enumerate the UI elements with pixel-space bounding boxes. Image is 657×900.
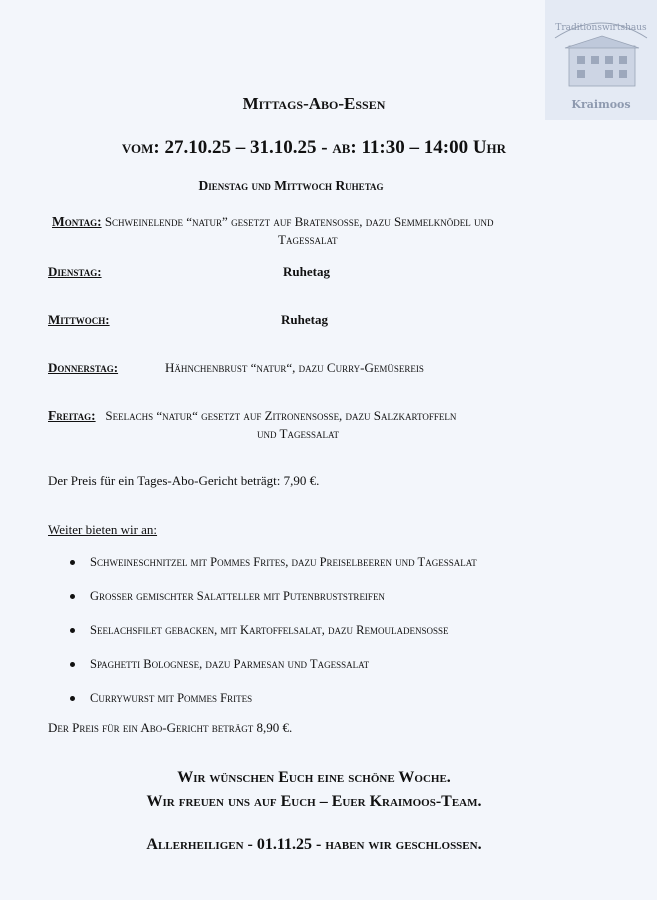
list-item: Currywurst mit Pommes Frites [68,691,477,725]
date-range: vom: 27.10.25 – 31.10.25 - ab: 11:30 – 14:00 Uhr [121,137,507,158]
bullet-icon [70,628,75,633]
monday-row [52,214,493,230]
logo-text-top: Traditionswirtshaus [555,23,647,33]
page-title: Mittags-Abo-Essen [242,94,386,113]
monday-meal-line1: Schweinelende “natur” gesetzt auf Bratensoße, dazu Semmelknödel und [104,214,494,229]
rest-days-note: Dienstag und Mittwoch Ruhetag [198,178,384,193]
tuesday-label: Dienstag: [48,264,102,279]
thursday-meal: Hähnchenbrust “natur“, dazu Curry-Gemüsereis [165,360,424,375]
monday-meal-line2: Tagessalat [278,232,338,247]
wednesday-label: Mittwoch: [48,312,110,327]
friday-label: Freitag: [48,408,96,423]
further-offers-heading: Weiter bieten wir an: [48,522,158,537]
list-item: Schweineschnitzel mit Pommes Frites, dazu Preiselbeeren und Tagessalat [68,555,477,589]
closing-line-2: Wir freuen uns auf Euch – Euer Kraimoos-Team. [146,793,482,810]
wednesday-meal: Ruhetag [281,312,328,327]
closing-line-1: Wir wünschen Euch eine schöne Woche. [177,769,451,786]
holiday-notice: Allerheiligen - 01.11.25 - haben wir geschlossen. [146,836,482,853]
bullet-icon [70,696,75,701]
further-offers-list [68,555,477,725]
bullet-icon [70,560,75,565]
list-item: Seelachsfilet gebacken, mit Kartoffelsalat, dazu Remouladensoße [68,623,477,657]
thursday-label: Donnerstag: [48,360,119,375]
tuesday-meal: Ruhetag [283,264,330,279]
friday-row [48,408,456,424]
bullet-icon [70,594,75,599]
friday-meal-line1: Seelachs “natur“ gesetzt auf Zitronensoße, dazu Salzkartoffeln [105,408,457,423]
logo-text-bottom: Kraimoos [571,98,631,111]
monday-label: Montag: [52,214,102,229]
daily-price: Der Preis für ein Tages-Abo-Gericht beträgt: 7,90 €. [48,473,320,488]
list-item: Großer gemischter Salatteller mit Putenbruststreifen [68,589,477,623]
list-item: Spaghetti Bolognese, dazu Parmesan und Tagessalat [68,657,477,691]
bullet-icon [70,662,75,667]
friday-meal-line2: und Tagessalat [257,426,339,441]
abo-price: Der Preis für ein Abo-Gericht beträgt 8,90 €. [48,720,293,735]
